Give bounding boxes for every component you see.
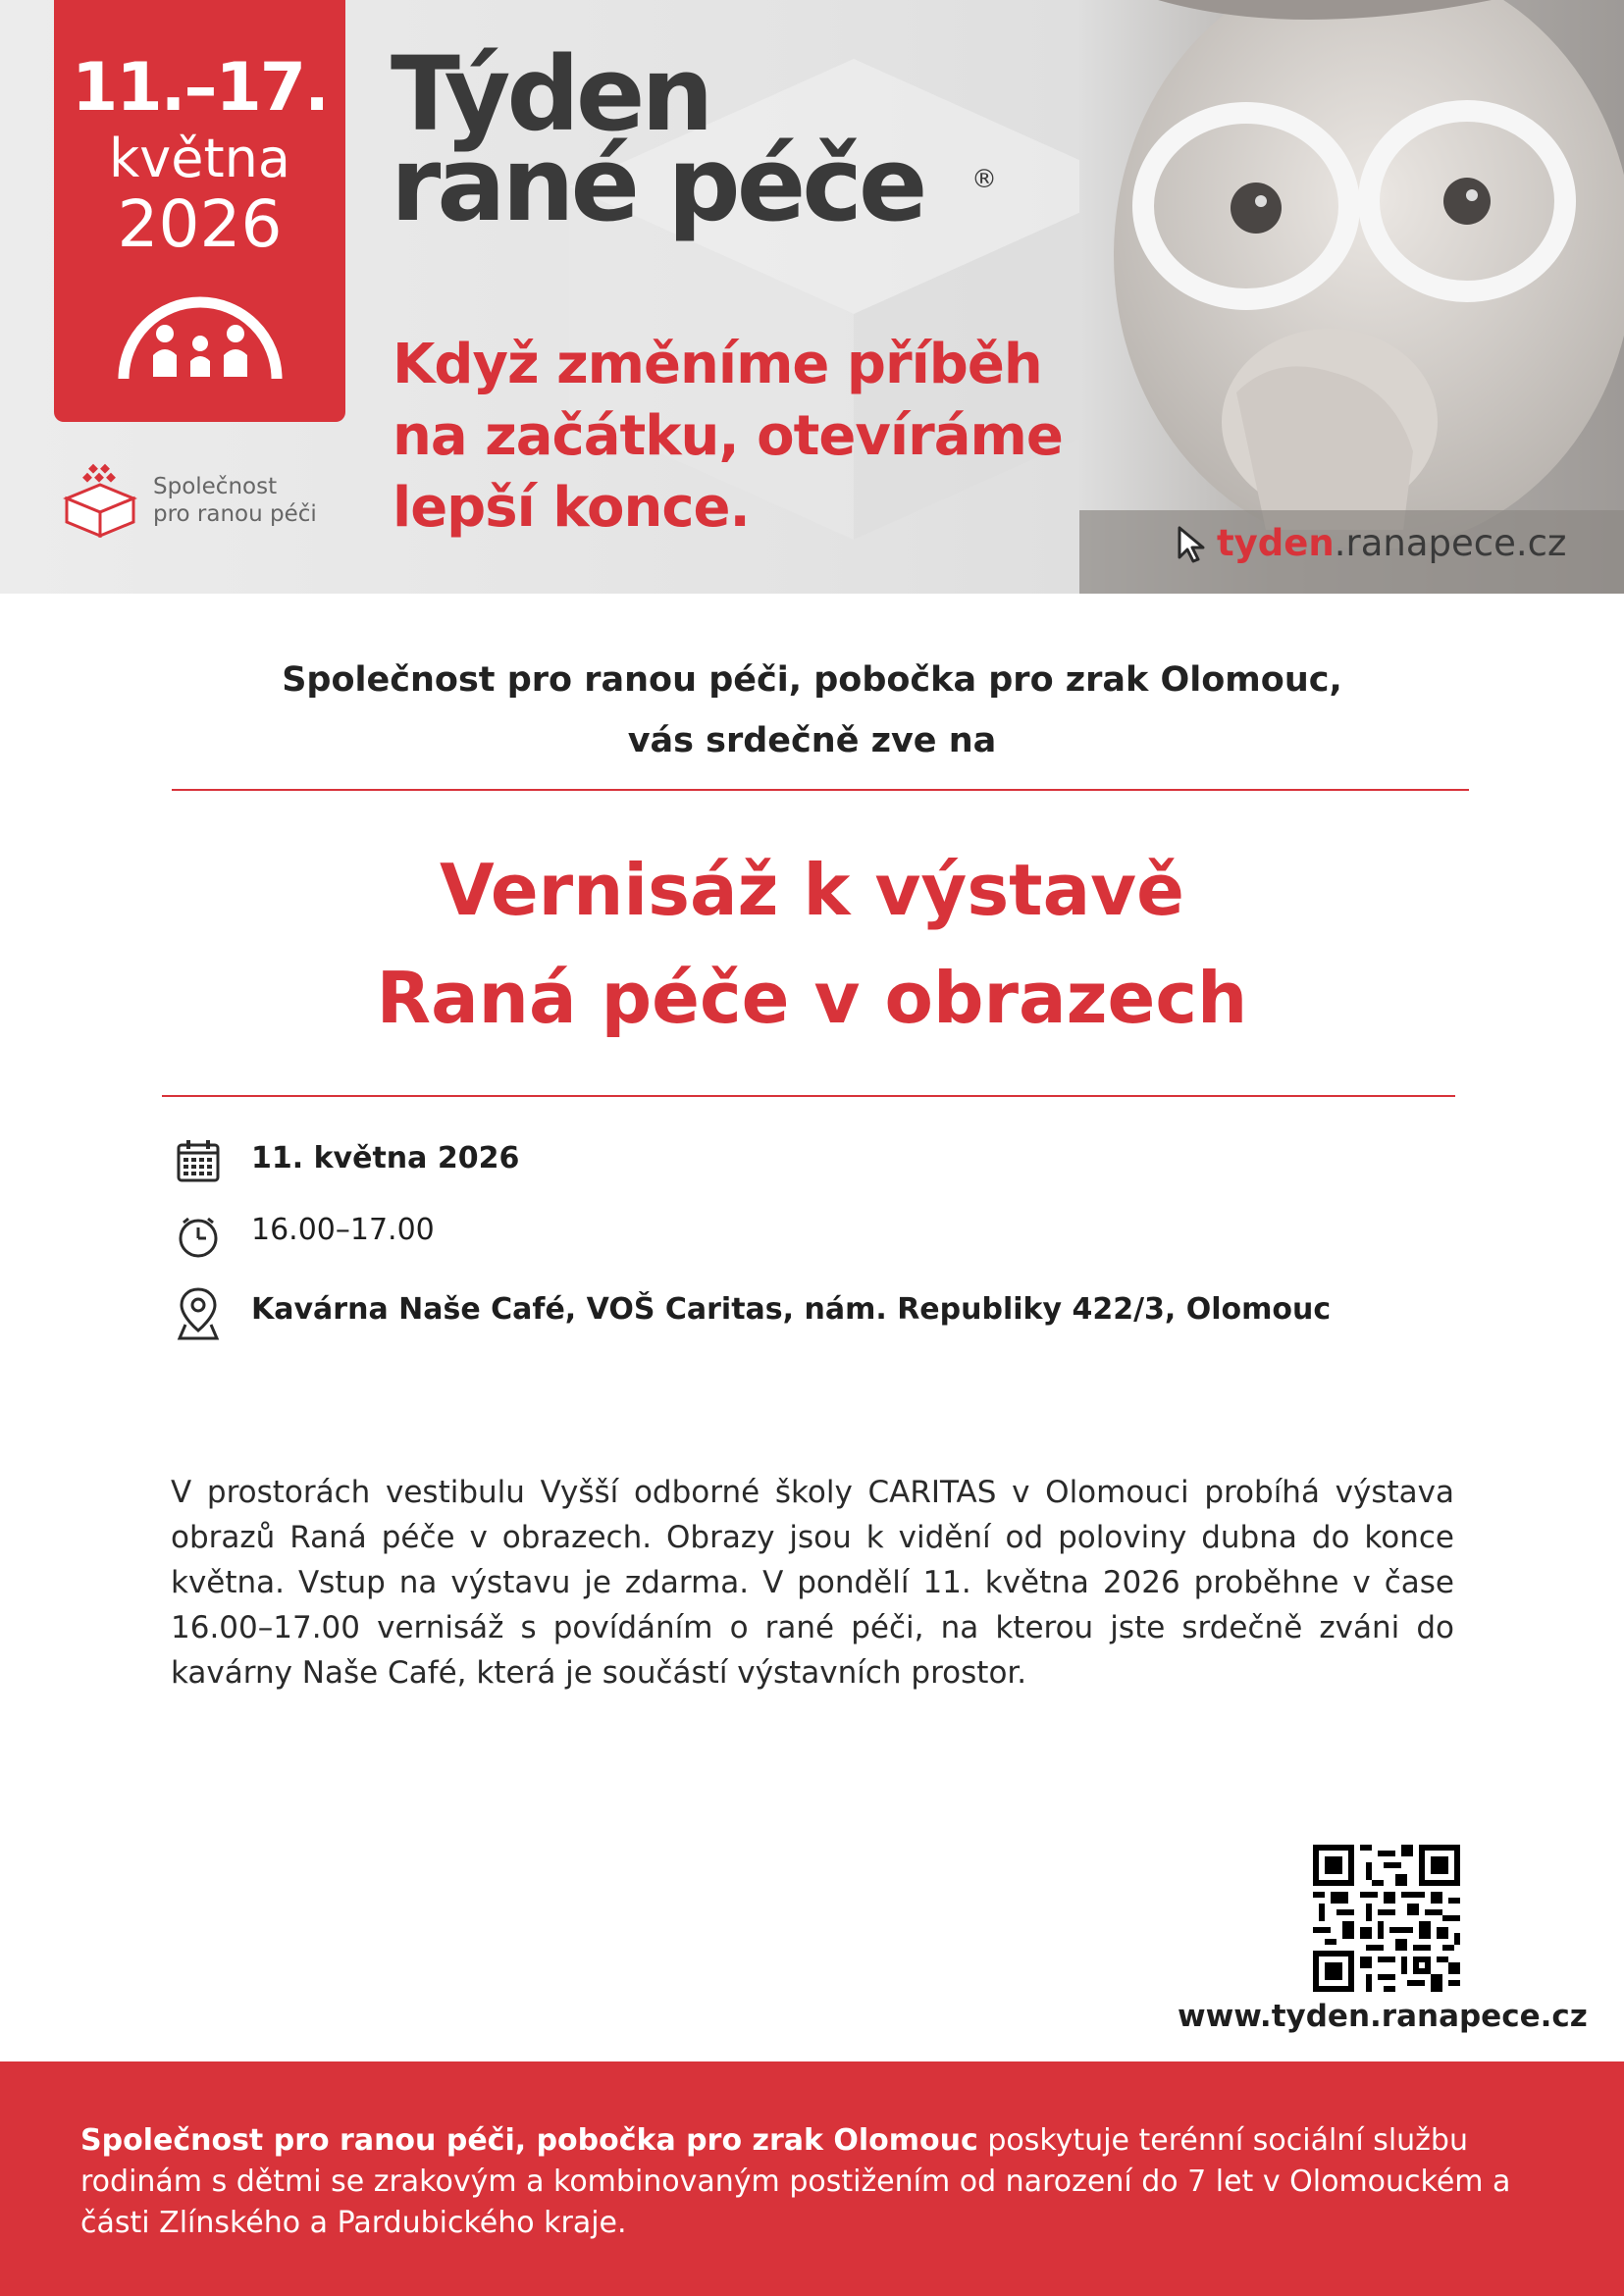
date-year: 2026 — [117, 186, 283, 262]
event-description: V prostorách vestibulu Vyšší odborné školy CARITAS v Olomouci probíhá výstava obrazů Raná péče v obrazech. Obrazy jsou k vidění od poloviny dubna do konce května. Vstup na výstavu je zdarma. V pondělí 11. května 2026 proběhne v čase 16.00–17.00 vernisáž s povídáním o rané péči, na kterou jste srdečně zváni do kavárny Naše Café, která je součástí výstavních prostor. — [171, 1475, 1454, 1691]
child-photo — [1079, 0, 1624, 594]
footer-description: poskytuje terénní sociální službu rodinám s dětmi se zrakovým a kombinovaným postižením od narození do 7 let v Olomouckém a části Zlínského a Pardubického kraje. — [80, 2123, 1511, 2240]
date-month: května — [109, 128, 290, 189]
url-part-highlight: tyden — [1217, 522, 1335, 564]
event-place: Kavárna Naše Café, VOŠ Caritas, nám. Republiky 422/3, Olomouc — [251, 1292, 1332, 1327]
qr-website-link[interactable]: www.tyden.ranapece.cz — [1178, 1999, 1588, 2034]
week-title: Týden rané péče — [391, 34, 924, 244]
footer-org-name: Společnost pro ranou péči, pobočka pro zrak Olomouc — [80, 2123, 978, 2158]
cursor-icon — [1176, 525, 1209, 564]
event-title — [0, 836, 1624, 1052]
footer-band — [0, 2061, 1624, 2296]
spp-logo-text: Společnost pro ranou péči — [153, 474, 317, 527]
event-date: 11. května 2026 — [251, 1141, 520, 1175]
event-title-line-1: Vernisáž k výstavě — [440, 849, 1184, 931]
calendar-icon — [176, 1138, 221, 1183]
header-banner — [0, 0, 1624, 594]
footer-text — [80, 2120, 1552, 2244]
registered-mark: ® — [971, 165, 997, 194]
spp-logo-icon — [63, 463, 137, 538]
date-badge — [54, 0, 345, 422]
intro-line-1: Společnost pro ranou péči, pobočka pro zrak Olomouc, — [282, 660, 1342, 700]
divider-bottom — [162, 1095, 1455, 1097]
banner-website-link[interactable] — [1217, 522, 1566, 564]
location-pin-icon — [176, 1285, 221, 1340]
date-range: 11.–17. — [72, 49, 328, 127]
family-icon — [116, 294, 285, 383]
qr-code — [1313, 1845, 1460, 1992]
url-part-rest: .ranapece.cz — [1334, 522, 1567, 564]
event-time: 16.00–17.00 — [251, 1213, 435, 1247]
event-title-line-2: Raná péče v obrazech — [376, 957, 1248, 1039]
clock-icon — [176, 1214, 221, 1259]
slogan: Když změníme příběh na začátku, otevíráme lepší konce. — [393, 333, 1063, 540]
intro-line-2: vás srdečně zve na — [627, 721, 997, 760]
invitation-intro — [0, 650, 1624, 771]
divider-top — [172, 789, 1469, 791]
